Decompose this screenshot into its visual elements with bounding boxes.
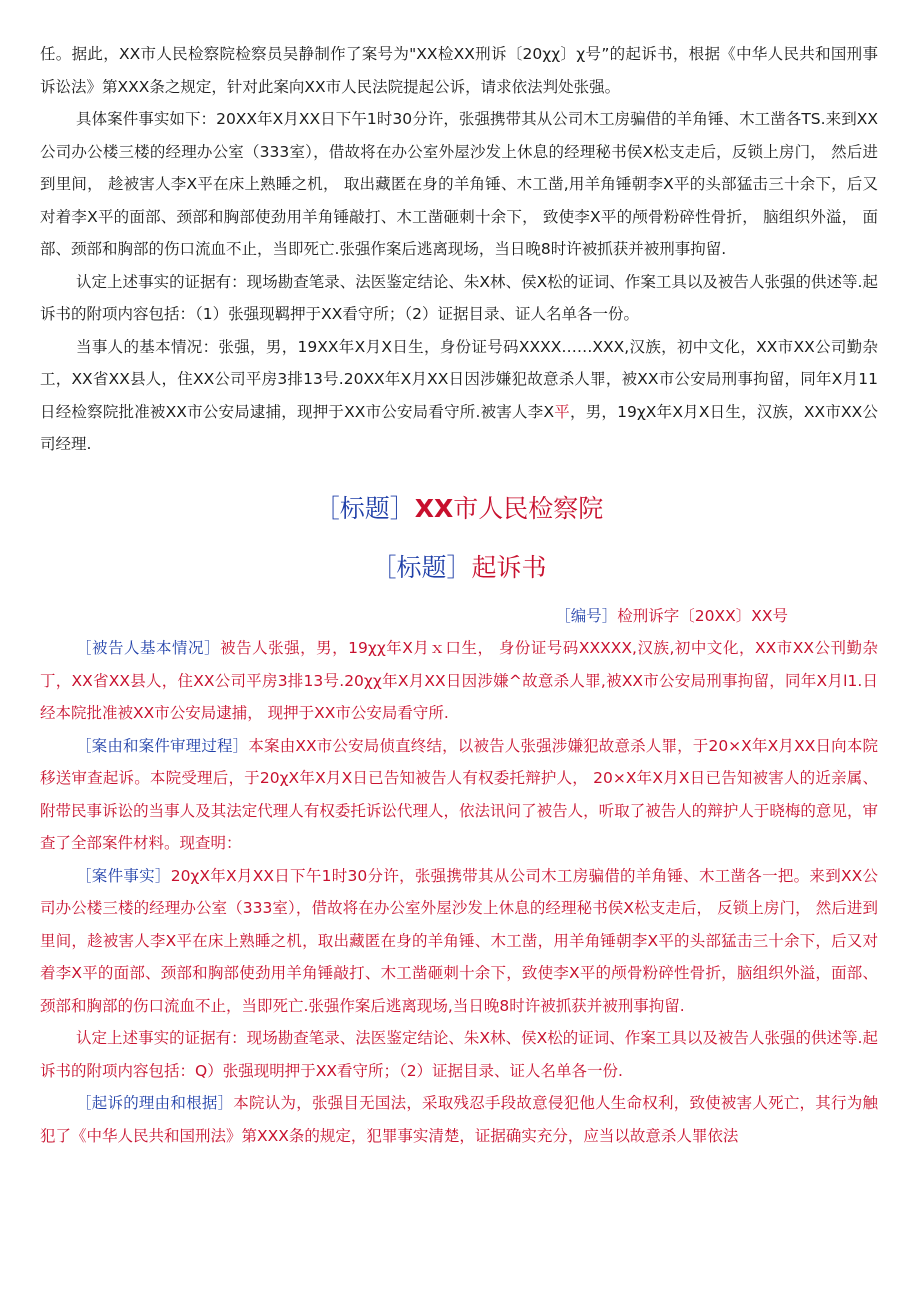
section-text: 本案由XX市公安局侦直终结，以被告人张强涉嫌犯故意杀人罪，于20×X年X月XX日向本院移送审查起诉。本院受理后，于20χX年X月X日已告知被告人有权委托辩护人， 20×X年X月X日已告知被害人的近亲属、附带民事诉讼的当事人及其法定代理人有权委托诉讼代理人，依法讯问了被告人，听取了被告人的辩护人于晓梅的意见，审查了全部案件材料。现查明： (40, 736, 878, 852)
party-info-text-end: ，男，19χX年X月X日生，汉族，XX市XX公司经理. (40, 402, 878, 453)
section-tag: ［起诉的理由和根据］ (76, 1094, 234, 1112)
title-tag: ［标题］ (314, 493, 415, 523)
title-indictment-text: 起诉书 (471, 552, 547, 582)
document-number (40, 600, 878, 633)
section-tag: ［案由和案件审理过程］ (76, 736, 249, 755)
title-tag: ［标题］ (371, 552, 472, 582)
section-prosecution-grounds (40, 1087, 878, 1152)
section-text: 本院认为，张强目无国法，采取残忍手段故意侵犯他人生命权利，致使被害人死亡，其行为触犯了《中华人民共和国刑法》第XXX条的规定，犯罪事实清楚，证据确实充分，应当以故意杀人罪依法 (40, 1094, 878, 1145)
section-case-process (40, 730, 878, 860)
section-text: 被告人张强，男，19χχ年X月ｘ口生， 身份证号码XXXXX,汉族,初中文化，XX市XX公刊勤杂丁，XX省XX县人，住XX公司平房3排13号.20χχ年X月XX日因涉嫌^故意杀人罪,被XX市公安局刑事拘留，同年X月l1.日经本院批准被XX市公安局逮捕， 现押于XX市公安局看守所. (40, 639, 878, 722)
title-xx: XX (414, 493, 454, 523)
section-text: 认定上述事实的证据有：现场勘查笔录、法医鉴定结论、朱X林、侯X松的证词、作案工具以及被告人张强的供述等.起诉书的附项内容包括：Q）张强现明押于XX看守所；（2）证据目录、证人名单各一份. (40, 1029, 878, 1080)
paragraph-evidence-summary: 认定上述事实的证据有：现场勘查笔录、法医鉴定结论、朱X林、侯X松的证词、作案工具以及被告人张强的供述等.起诉书的附项内容包括：（1）张强现羁押于XX看守所；（2）证据目录、证人名单各一份。 (40, 272, 878, 323)
section-evidence (40, 1022, 878, 1087)
section-text: 20χX年X月XX日下午1时30分许，张强携带其从公司木工房骗借的羊角锤、木工凿各一把。来到XX公司办公楼三楼的经理办公室（333室），借故将在办公室外屋沙发上休息的经理秘书侯X松支走后， 反锁上房门， 然后进到里间，趁被害人李X平在床上熟睡之机，取出藏匿在身的羊角锤、木工凿，用羊角锤朝李X平的头部猛击三十余下，后又对着李X平的面部、颈部和胸部使劲用羊角锤敲打、木工凿砸刺十余下，致使李X平的颅骨粉碎性骨折，脑组织外溢，面部、颈部和胸部的伤口流血不止，当即死亡.张强作案后逃离现场,当日晚8时许被抓获并被刑事拘留. (40, 866, 878, 1015)
section-case-facts (40, 860, 878, 1023)
docno-text: 检刑诉字〔20XX〕XX号 (617, 606, 788, 625)
party-info-text: 当事人的基本情况：张强，男，19XX年X月X日生，身份证号码XXXX……XXX,汉族，初中文化，XX市XX公司勤杂工，XX省XX县人，住XX公司平房3排13号.20XX年X月XX日因涉嫌犯故意杀人罪，被XX市公安局刑事拘留，同年X月11日经检察院批准被XX市公安局逮捕，现押于XX市公安局看守所.被害人李X (40, 337, 878, 421)
paragraph-prosecution-summary: 任。据此，XX市人民检察院检察员吴静制作了案号为"XX检XX刑诉〔20χχ〕χ号”的起诉书，根据《中华人民共和国刑事诉讼法》第XXX条之规定，针对此案向XX市人民法院提起公诉，请求依法判处张强。 (40, 45, 878, 96)
section-tag: ［案件事实］ (76, 866, 171, 885)
docno-tag: ［编号］ (555, 606, 618, 625)
paragraph-case-facts-summary: 具体案件事实如下：20XX年X月XX日下午1时30分许，张强携带其从公司木工房骗借的羊角锤、木工凿各TS.来到XX公司办公楼三楼的经理办公室（333室），借故将在办公室外屋沙发上休息的经理秘书侯X松支走后，反锁上房门， 然后进到里间， 趁被害人李X平在床上熟睡之机， 取出藏匿在身的羊角锤、木工凿,用羊角锤朝李X平的头部猛击三十余下，后又对着李X平的面部、颈部和胸部使劲用羊角锤敲打、木工凿砸刺十余下， 致使李X平的颅骨粉碎性骨折， 脑组织外溢， 面部、颈部和胸部的伤口流血不止，当即死亡.张强作案后逃离现场，当日晚8时许被抓获并被刑事拘留. (40, 110, 878, 258)
section-tag: ［被告人基本情况］ (76, 639, 221, 657)
title-indictment (40, 548, 878, 588)
title-procuratorate-text: 市人民检察院 (453, 493, 604, 523)
paragraph-party-info (40, 331, 878, 461)
title-procuratorate (40, 489, 878, 529)
section-defendant-info (40, 632, 878, 730)
party-info-highlight: 平 (554, 402, 570, 421)
